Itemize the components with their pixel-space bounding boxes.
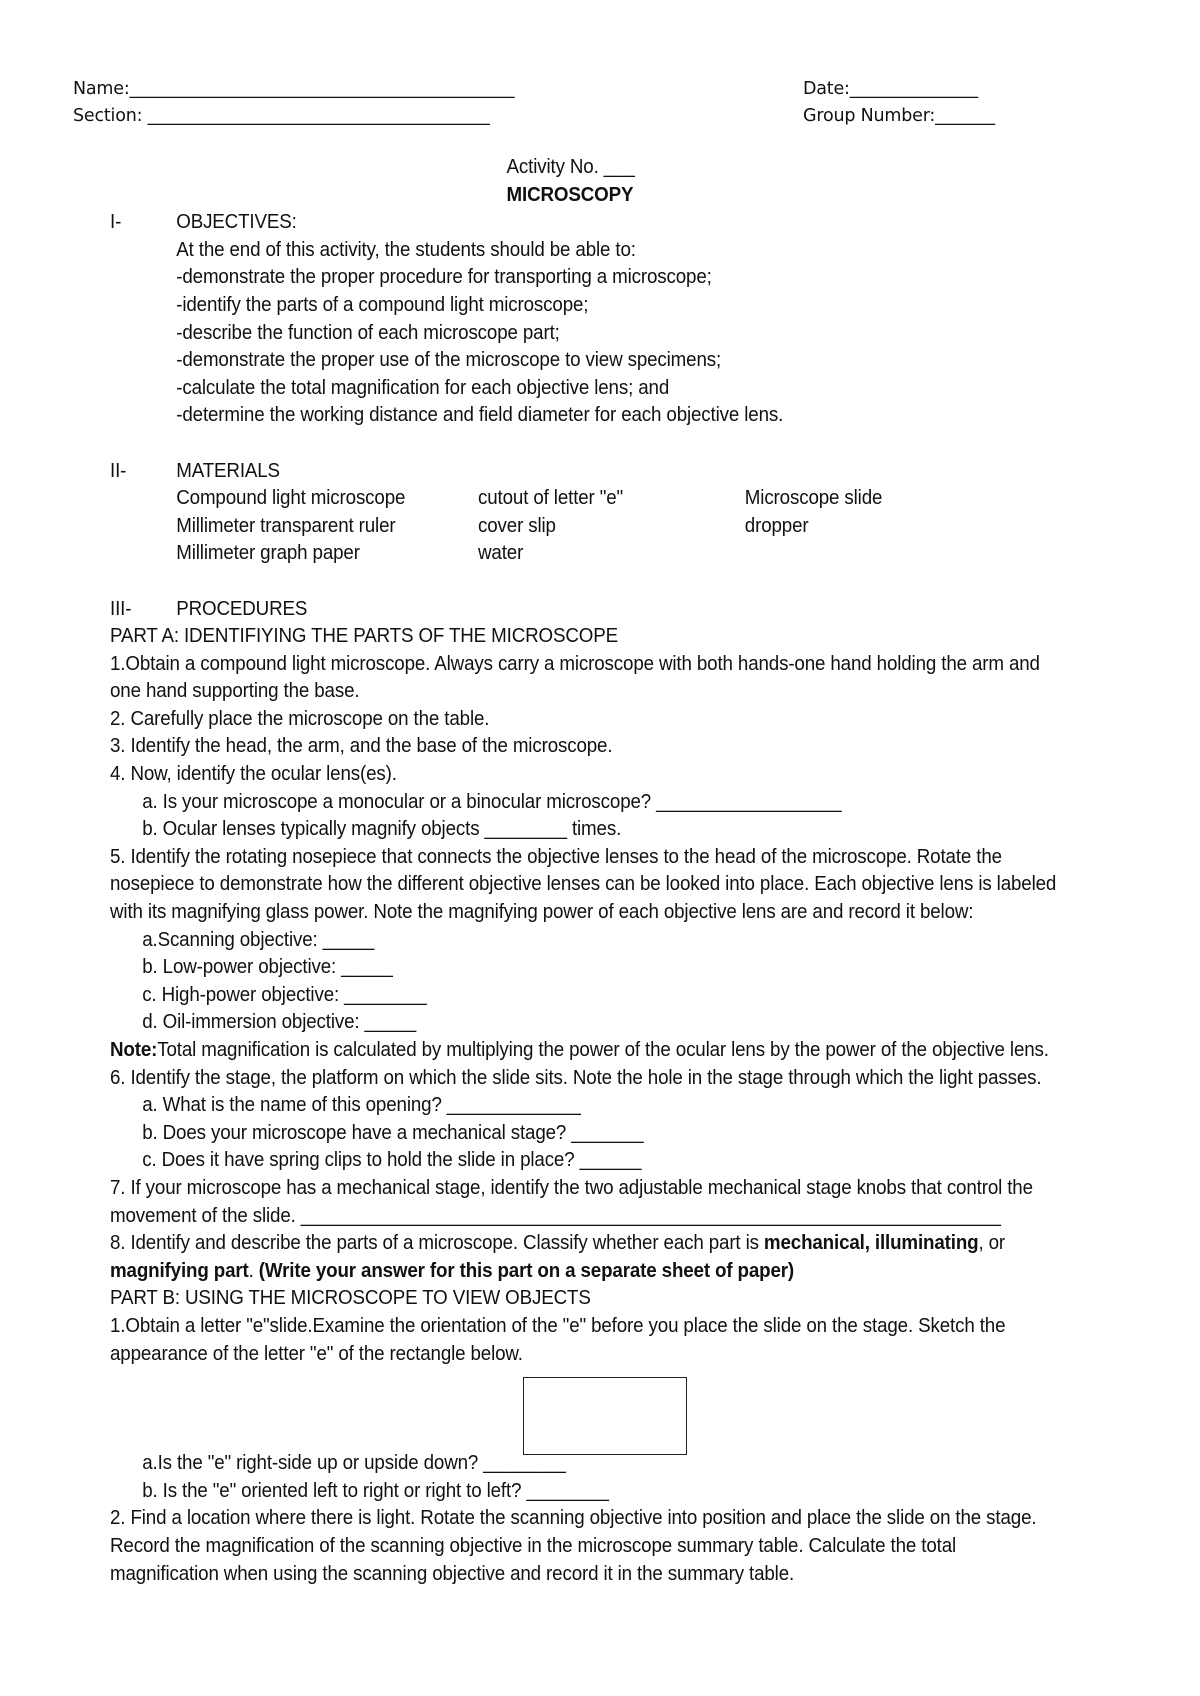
question-a5c[interactable]: c. High-power objective: ________ xyxy=(142,983,427,1006)
sketch-rectangle[interactable] xyxy=(523,1377,687,1455)
materials-heading: II- MATERIALS xyxy=(110,459,280,482)
procedures-heading: III- PROCEDURES xyxy=(110,597,308,620)
materials-row: Millimeter transparent ruler cover slip dropper xyxy=(176,514,809,537)
objective-item: -identify the parts of a compound light microscope; xyxy=(176,293,589,316)
part-a-title: PART A: IDENTIFIYING THE PARTS OF THE MICROSCOPE xyxy=(110,625,618,648)
question-a5a[interactable]: a.Scanning objective: _____ xyxy=(142,928,375,951)
step-a1: one hand supporting the base. xyxy=(110,680,360,703)
step-a5: with its magnifying glass power. Note the magnifying power of each objective lens are and record it below: xyxy=(110,901,974,924)
question-a5d[interactable]: d. Oil-immersion objective: _____ xyxy=(142,1011,417,1034)
objective-item: -calculate the total magnification for each objective lens; and xyxy=(176,376,670,399)
objective-item: -determine the working distance and field diameter for each objective lens. xyxy=(176,404,784,427)
objective-item: -demonstrate the proper procedure for transporting a microscope; xyxy=(176,266,712,289)
note-label: Note: xyxy=(110,1039,158,1061)
step-b1: 1.Obtain a letter "e"slide.Examine the orientation of the "e" before you place the slide on the stage. Sketch the xyxy=(110,1314,1006,1337)
question-a6c[interactable]: c. Does it have spring clips to hold the slide in place? ______ xyxy=(142,1149,642,1172)
note-text: Total magnification is calculated by multiplying the power of the ocular lens by the power of the objective lens. xyxy=(157,1039,1049,1061)
step-a5: nosepiece to demonstrate how the different objective lenses can be looked into place. Each objective lens is labeled xyxy=(110,873,1057,896)
group-number-field[interactable]: Group Number:_______ xyxy=(803,106,995,126)
step-a6: 6. Identify the stage, the platform on which the slide sits. Note the hole in the stage through which the light passes. xyxy=(110,1066,1042,1089)
step-a3: 3. Identify the head, the arm, and the base of the microscope. xyxy=(110,735,613,758)
step-a7: 7. If your microscope has a mechanical stage, identify the two adjustable mechanical stage knobs that control the xyxy=(110,1176,1033,1199)
spacer xyxy=(110,430,1067,458)
section-field[interactable]: Section: ________________________________________ xyxy=(73,106,490,126)
question-b1b[interactable]: b. Is the "e" oriented left to right or right to left? ________ xyxy=(142,1479,609,1502)
step-a4: 4. Now, identify the ocular lens(es). xyxy=(110,763,397,786)
step-a1: 1.Obtain a compound light microscope. Always carry a microscope with both hands-one hand holding the arm and xyxy=(110,652,1040,675)
question-a4a[interactable]: a. Is your microscope a monocular or a binocular microscope? __________________ xyxy=(142,790,842,813)
activity-number: Activity No. ___ xyxy=(506,156,635,178)
objectives-intro: At the end of this activity, the students should be able to: xyxy=(176,238,636,261)
step-a2: 2. Carefully place the microscope on the table. xyxy=(110,707,490,730)
objectives-heading: I- OBJECTIVES: xyxy=(110,211,297,234)
note xyxy=(110,1037,1067,1065)
step-b2: 2. Find a location where there is light. Rotate the scanning objective into position and place the slide on the stage. xyxy=(110,1507,1037,1530)
step-a8: 8. Identify and describe the parts of a microscope. Classify whether each part is mechanical, illuminating, or xyxy=(110,1232,1006,1255)
question-a5b[interactable]: b. Low-power objective: _____ xyxy=(142,956,393,979)
question-a4b[interactable]: b. Ocular lenses typically magnify objects ________ times. xyxy=(142,818,622,841)
objective-item: -describe the function of each microscope part; xyxy=(176,321,560,344)
worksheet-body xyxy=(110,154,1067,1588)
question-b1a[interactable]: a.Is the "e" right-side up or upside down? ________ xyxy=(142,1452,566,1475)
step-b2: magnification when using the scanning objective and record it in the summary table. xyxy=(110,1562,795,1585)
materials-row: Millimeter graph paper water xyxy=(176,542,524,565)
question-a6a[interactable]: a. What is the name of this opening? _____________ xyxy=(142,1094,581,1117)
step-b1: appearance of the letter "e" of the rectangle below. xyxy=(110,1342,523,1365)
objective-item: -demonstrate the proper use of the microscope to view specimens; xyxy=(176,349,722,372)
date-field[interactable]: Date:_______________ xyxy=(803,79,978,99)
part-b-title: PART B: USING THE MICROSCOPE TO VIEW OBJECTS xyxy=(110,1287,591,1310)
step-a5: 5. Identify the rotating nosepiece that connects the objective lenses to the head of the microscope. Rotate the xyxy=(110,845,1002,868)
spacer xyxy=(110,568,1067,596)
name-field[interactable]: Name:_____________________________________________ xyxy=(73,79,515,99)
step-a8: magnifying part. (Write your answer for this part on a separate sheet of paper) xyxy=(110,1259,795,1282)
step-a7-answer[interactable]: movement of the slide. ____________________________________________________________________ xyxy=(110,1204,1001,1227)
activity-title: MICROSCOPY xyxy=(506,183,634,206)
step-b2: Record the magnification of the scanning objective in the microscope summary table. Calculate the total xyxy=(110,1534,957,1557)
question-a6b[interactable]: b. Does your microscope have a mechanical stage? _______ xyxy=(142,1121,644,1144)
materials-row: Compound light microscope cutout of letter "e" Microscope slide xyxy=(176,487,883,510)
